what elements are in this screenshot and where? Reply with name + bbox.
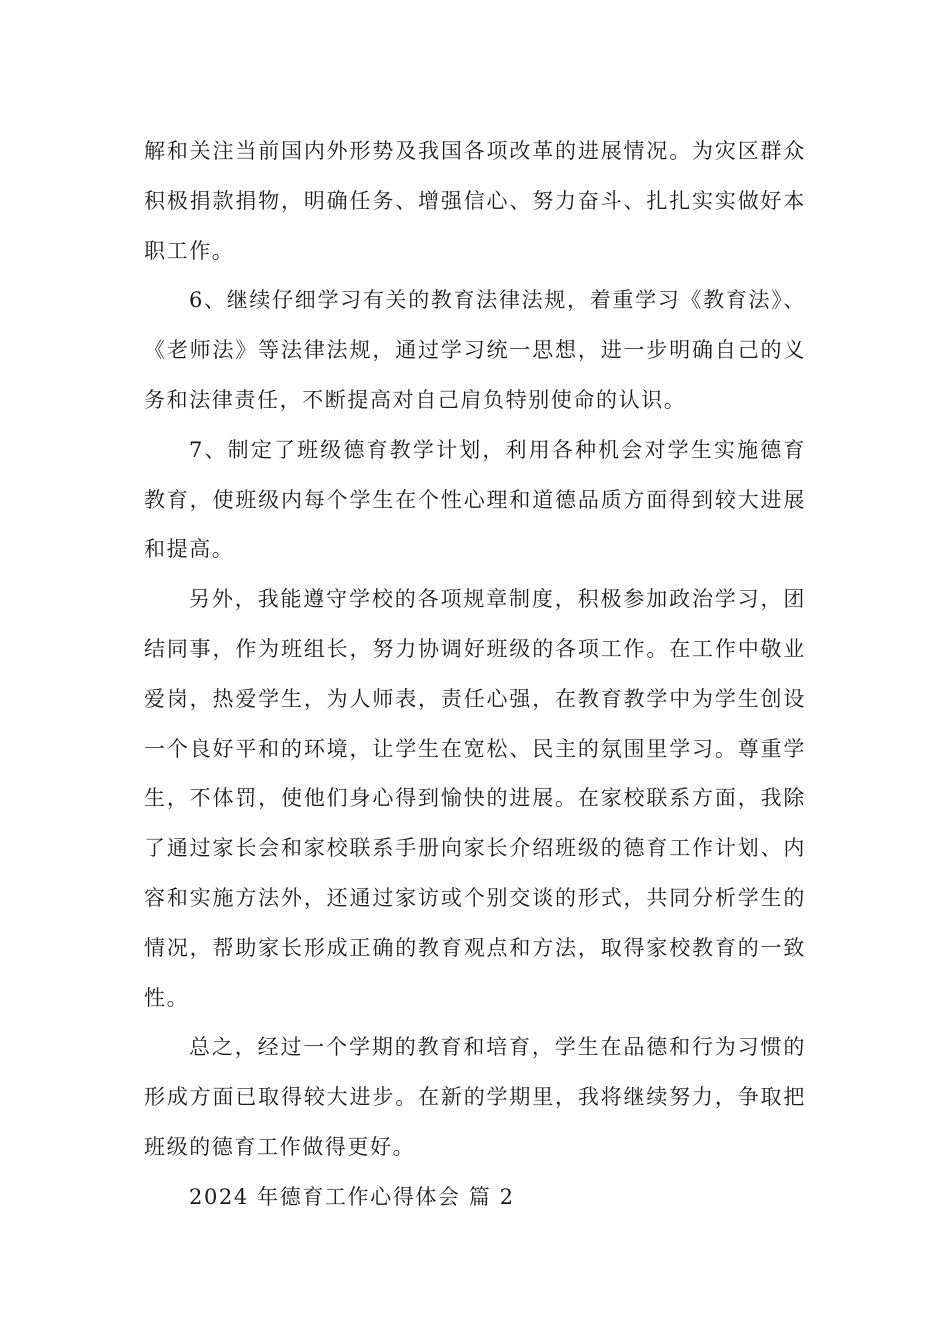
paragraph-item-7: 7、制定了班级德育教学计划，利用各种机会对学生实施德育教育，使班级内每个学生在个性心理和道德品质方面得到较大进展和提高。: [144, 437, 806, 562]
paragraph-additionally: 另外，我能遵守学校的各项规章制度，积极参加政治学习，团结同事，作为班组长，努力协调好班级的各项工作。在工作中敬业爱岗，热爱学生，为人师表，责任心强，在教育教学中为学生创设一个良好平和的环境，让学生在宽松、民主的氛围里学习。尊重学生，不体罚，使他们身心得到愉快的进展。在家校联系方面，我除了通过家长会和家校联系手册向家长介绍班级的德育工作计划、内容和实施方法外，还通过家访或个别交谈的形式，共同分析学生的情况，帮助家长形成正确的教育观点和方法，取得家校教育的一致性。: [144, 587, 806, 1010]
paragraph-continuation: 解和关注当前国内外形势及我国各项改革的进展情况。为灾区群众积极捐款捐物，明确任务、增强信心、努力奋斗、扎扎实实做好本职工作。: [144, 139, 806, 263]
document-body: [144, 127, 806, 1223]
section-heading: 2024 年德育工作心得体会 篇 2: [189, 1184, 515, 1209]
paragraph-conclusion: 总之，经过一个学期的教育和培育，学生在品德和行为习惯的形成方面已取得较大进步。在新的学期里，我将继续努力，争取把班级的德育工作做得更好。: [144, 1035, 806, 1159]
paragraph-item-6: 6、继续仔细学习有关的教育法律法规，着重学习《教育法》、《老师法》等法律法规，通过学习统一思想，进一步明确自己的义务和法律责任，不断提高对自己肩负特别使命的认识。: [144, 288, 806, 412]
